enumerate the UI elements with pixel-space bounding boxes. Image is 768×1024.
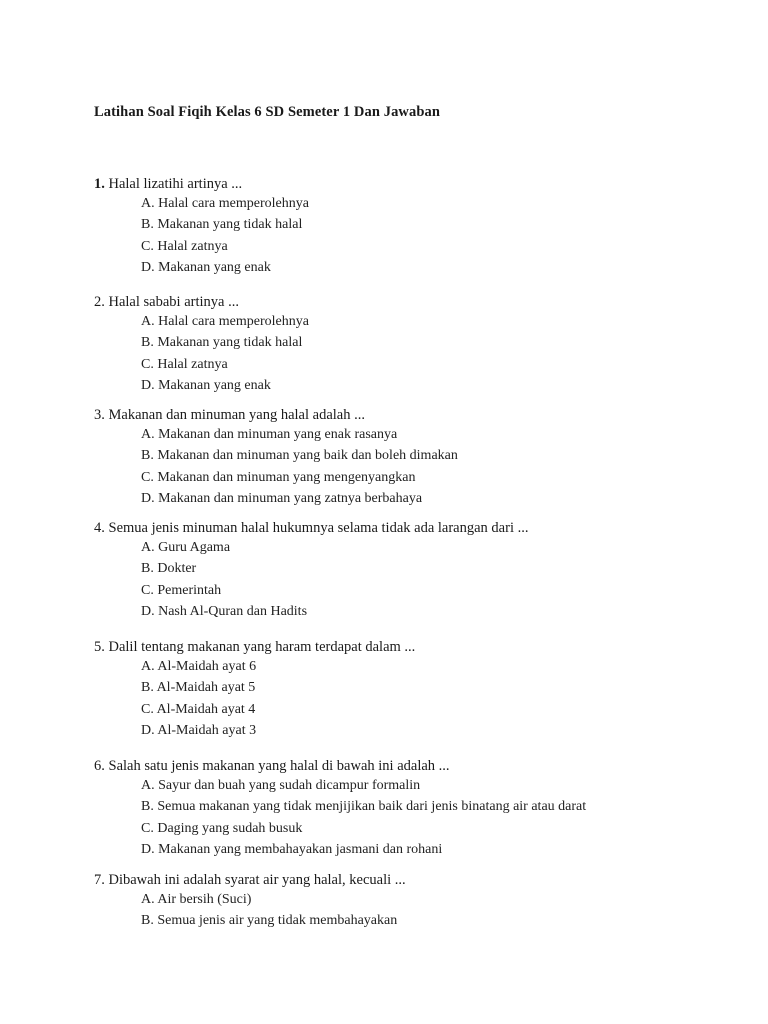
question-prompt: Dalil tentang makanan yang haram terdapat dalam ... <box>108 639 416 655</box>
option-d: D. Makanan dan minuman yang zatnya berbahaya <box>141 490 423 506</box>
question-number: 5. <box>94 639 105 655</box>
option-list <box>94 424 754 509</box>
option-b: B. Dokter <box>141 561 197 577</box>
option-c: C. Al-Maidah ayat 4 <box>141 701 256 717</box>
question-prompt: Salah satu jenis makanan yang halal di bawah ini adalah ... <box>108 758 450 774</box>
option-c: C. Halal zatnya <box>141 356 228 372</box>
option-b: B. Makanan yang tidak halal <box>141 217 303 233</box>
option-b: B. Makanan dan minuman yang baik dan boleh dimakan <box>141 448 458 464</box>
question-prompt: Halal sababi artinya ... <box>108 294 239 310</box>
option-list <box>94 193 754 278</box>
option-a: A. Al-Maidah ayat 6 <box>141 659 257 674</box>
question-prompt: Halal lizatihi artinya ... <box>108 176 243 192</box>
option-b: B. Semua jenis air yang tidak membahayakan <box>141 913 398 929</box>
question-5 <box>94 638 754 741</box>
option-d: D. Makanan yang membahayakan jasmani dan rohani <box>141 841 443 857</box>
question-6 <box>94 757 754 860</box>
option-d: D. Al-Maidah ayat 3 <box>141 722 257 738</box>
option-a: A. Halal cara memperolehnya <box>141 314 309 329</box>
option-c: C. Daging yang sudah busuk <box>141 820 303 836</box>
question-text <box>94 638 754 656</box>
option-c: C. Pemerintah <box>141 582 222 598</box>
option-list <box>94 889 754 932</box>
option-list <box>94 537 754 622</box>
option-a: A. Makanan dan minuman yang enak rasanya <box>141 427 398 442</box>
question-number: 6. <box>94 758 105 774</box>
option-list <box>94 311 754 396</box>
question-7 <box>94 871 754 932</box>
question-text <box>94 175 754 193</box>
question-prompt: Dibawah ini adalah syarat air yang halal, kecuali ... <box>108 872 406 888</box>
option-c: C. Makanan dan minuman yang mengenyangkan <box>141 469 416 485</box>
document-title: Latihan Soal Fiqih Kelas 6 SD Semeter 1 Dan Jawaban <box>94 104 441 120</box>
option-a: A. Sayur dan buah yang sudah dicampur formalin <box>141 778 421 793</box>
option-b: B. Makanan yang tidak halal <box>141 335 303 351</box>
question-4 <box>94 519 754 622</box>
option-d: D. Makanan yang enak <box>141 259 271 275</box>
option-a: A. Halal cara memperolehnya <box>141 196 309 211</box>
option-list <box>94 656 754 741</box>
question-number: 2. <box>94 294 105 310</box>
question-1 <box>94 175 754 278</box>
question-prompt: Semua jenis minuman halal hukumnya selama tidak ada larangan dari ... <box>108 520 529 536</box>
question-text <box>94 519 754 537</box>
question-number: 7. <box>94 872 105 888</box>
question-number: 4. <box>94 520 105 536</box>
question-number: 1. <box>94 176 105 192</box>
question-text <box>94 406 754 424</box>
option-d: D. Nash Al-Quran dan Hadits <box>141 603 308 619</box>
option-d: D. Makanan yang enak <box>141 377 271 393</box>
option-a: A. Guru Agama <box>141 540 231 555</box>
option-list <box>94 775 754 860</box>
question-text <box>94 757 754 775</box>
option-b: B. Al-Maidah ayat 5 <box>141 680 256 696</box>
question-text <box>94 871 754 889</box>
option-a: A. Air bersih (Suci) <box>141 892 252 907</box>
option-b: B. Semua makanan yang tidak menjijikan baik dari jenis binatang air atau darat <box>141 799 587 815</box>
question-prompt: Makanan dan minuman yang halal adalah ... <box>108 407 365 423</box>
question-number: 3. <box>94 407 105 423</box>
question-2 <box>94 293 754 396</box>
question-text <box>94 293 754 311</box>
option-c: C. Halal zatnya <box>141 238 228 254</box>
question-3 <box>94 406 754 509</box>
